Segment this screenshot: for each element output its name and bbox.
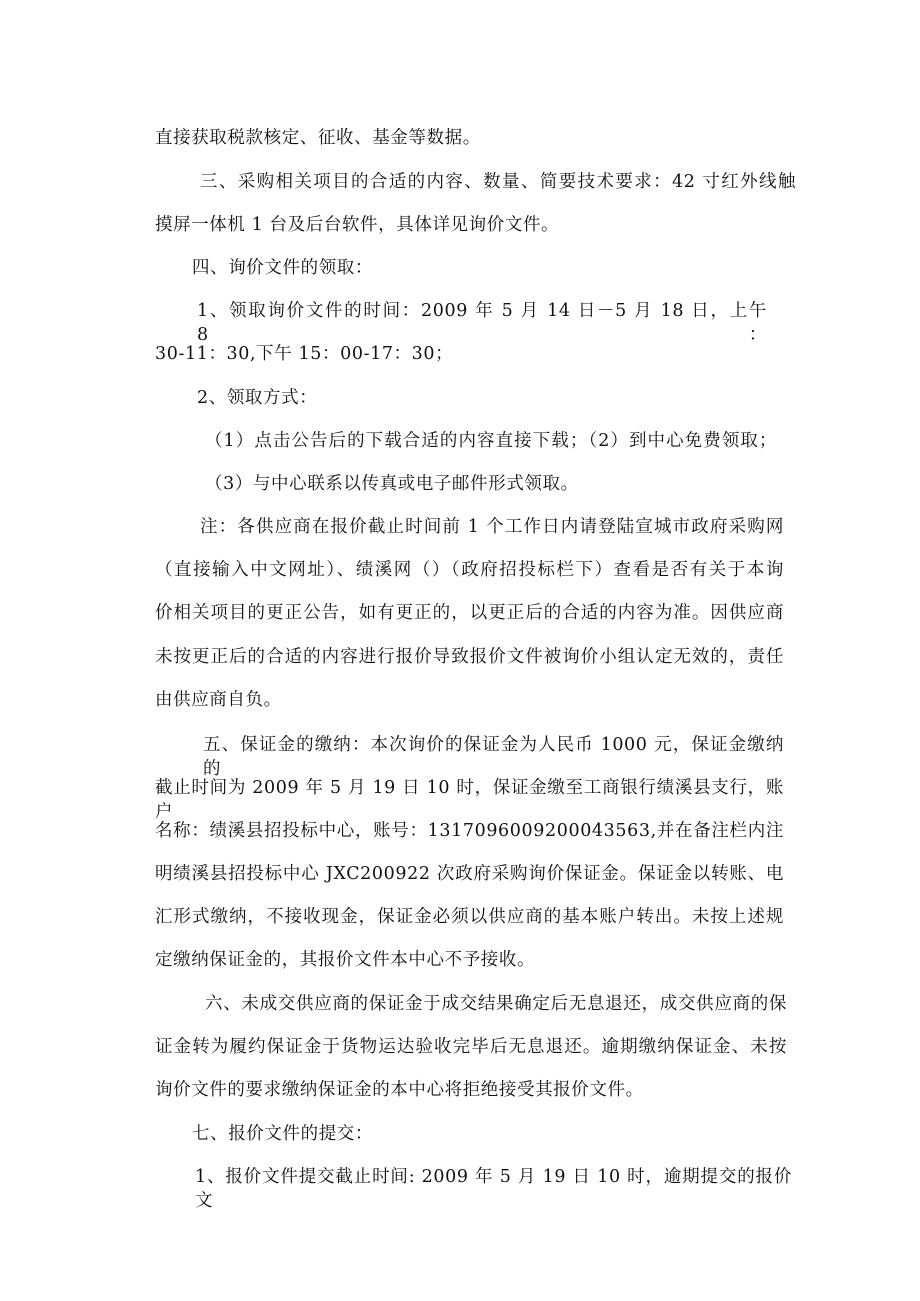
text-line: 直接获取税款核定、征收、基金等数据。: [155, 128, 481, 148]
text-line: 30-11：30,下午 15：00-17：30；: [155, 344, 454, 364]
text-line: 询价文件的要求缴纳保证金的本中心将拒绝接受其报价文件。: [155, 1080, 644, 1100]
text-line: 2、领取方式：: [197, 388, 318, 408]
text-line: 摸屏一体机 1 台及后台软件，具体详见询价文件。: [155, 215, 560, 235]
text-line: 证金转为履约保证金于货物运达验收完毕后无息退还。逾期缴纳保证金、未按: [155, 1037, 787, 1057]
text-line: 定缴纳保证金的，其报价文件本中心不予接收。: [155, 950, 536, 970]
text-line: 汇形式缴纳，不接收现金，保证金必须以供应商的基本账户转出。未按上述规: [155, 907, 784, 927]
text-line: 1、领取询价文件的时间：2009 年 5 月 14 日－5 月 18 日，上午 8：: [197, 301, 767, 345]
text-line: （3）与中心联系以传真或电子邮件形式领取。: [205, 474, 579, 494]
text-line: 价相关项目的更正公告，如有更正的，以更正后的合适的内容为准。因供应商: [155, 603, 784, 623]
text-line: 六、未成交供应商的保证金于成交结果确定后无息退还，成交供应商的保: [205, 994, 787, 1014]
text-line: 名称：绩溪县招投标中心，账号：1317096009200043563,并在备注栏内注: [155, 821, 784, 841]
text-line: 注：各供应商在报价截止时间前 1 个工作日内请登陆宣城市政府采购网: [200, 517, 784, 537]
text-line: 由供应商自负。: [155, 690, 282, 710]
text-line: 四、询价文件的领取：: [192, 258, 373, 278]
text-line: （1）点击公告后的下载合适的内容直接下载；（2）到中心免费领取；: [205, 431, 777, 451]
text-line: （直接输入中文网址）、绩溪网（）（政府招投标栏下）查看是否有关于本询: [155, 560, 784, 580]
text-line: 五、保证金的缴纳：本次询价的保证金为人民币 1000 元，保证金缴纳的: [203, 735, 784, 779]
text-line: 明绩溪县招投标中心 JXC200922 次政府采购询价保证金。保证金以转账、电: [155, 864, 784, 884]
text-line: 三、采购相关项目的合适的内容、数量、简要技术要求：42 寸红外线触: [200, 172, 796, 192]
text-line: 截止时间为 2009 年 5 月 19 日 10 时，保证金缴至工商银行绩溪县支行，账户: [155, 778, 784, 822]
text-line: 1、报价文件提交截止时间: 2009 年 5 月 19 日 10 时，逾期提交的报价文: [195, 1167, 792, 1211]
text-line: 七、报价文件的提交：: [192, 1124, 373, 1144]
text-line: 未按更正后的合适的内容进行报价导致报价文件被询价小组认定无效的，责任: [155, 647, 784, 667]
